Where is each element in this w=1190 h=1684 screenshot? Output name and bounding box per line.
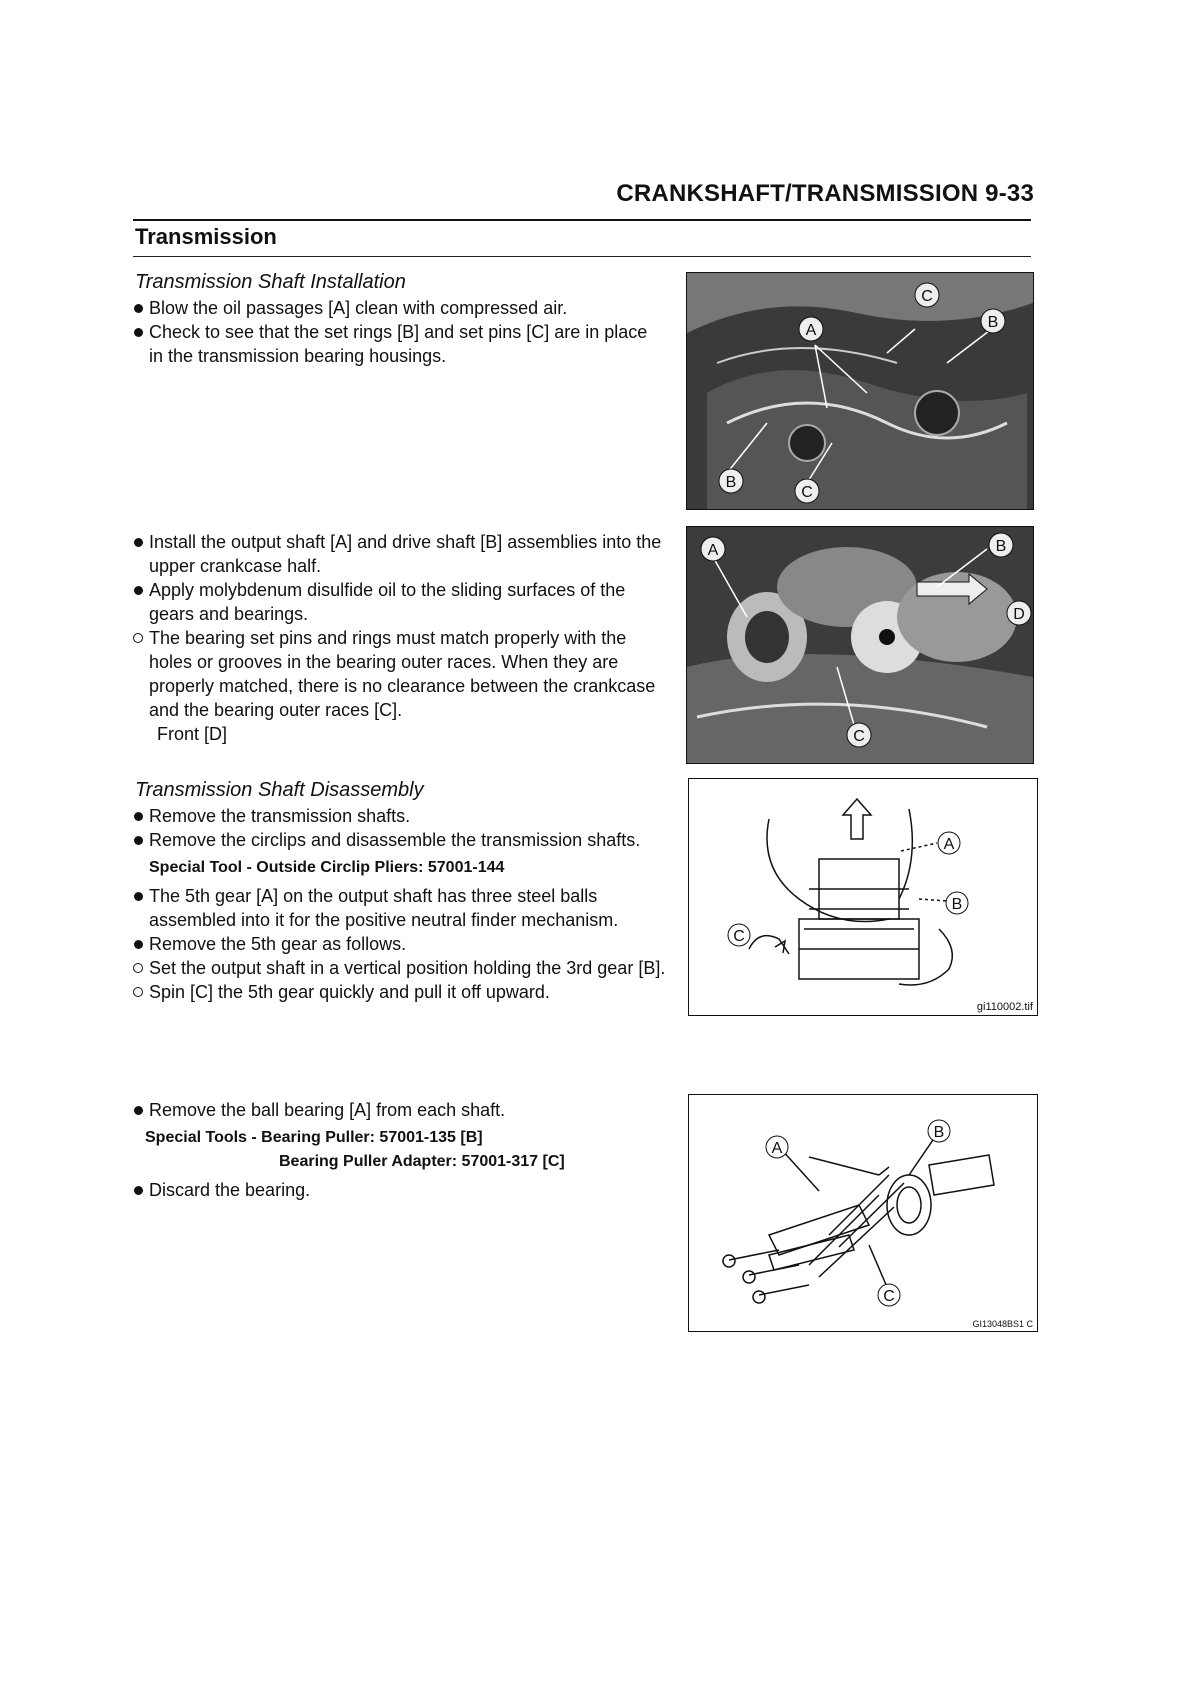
install2-note: The bearing set pins and rings must match properly with the holes or grooves in the bearing outer races. When they are properly matched, there is no clearance between the crankcase and the bearing outer races [C]. <box>131 626 666 722</box>
install-item-2: Check to see that the set rings [B] and set pins [C] are in place in the transmission bearing housings. <box>131 320 666 368</box>
disassembly-note-2: Spin [C] the 5th gear quickly and pull it off upward. <box>131 980 666 1004</box>
header-rule <box>133 219 1031 221</box>
fig3-label-b: B <box>951 896 963 913</box>
bearing-tools-line-1: Special Tools - Bearing Puller: 57001-135 [B] <box>145 1129 483 1146</box>
figure-4-illustration <box>689 1095 1037 1331</box>
fig2-label-a: A <box>707 542 719 559</box>
fig1-label-c-top: C <box>921 288 933 305</box>
figure-crankcase-housings <box>686 272 1034 510</box>
fig1-label-b-right: B <box>987 314 999 331</box>
fig4-label-a: A <box>771 1140 783 1157</box>
fig1-label-b-bottom: B <box>725 474 737 491</box>
fig3-label-c: C <box>733 928 745 945</box>
fig2-label-c: C <box>853 728 865 745</box>
disassembly-item-1: Remove the transmission shafts. <box>131 804 666 828</box>
figure-1-illustration <box>687 273 1033 509</box>
fig1-label-a: A <box>805 322 817 339</box>
disassembly-item-3: The 5th gear [A] on the output shaft has three steel balls assembled into it for the positive neutral finder mechanism. <box>131 884 666 932</box>
disassembly-special-tool: Special Tool - Outside Circlip Pliers: 57001-144 <box>149 859 505 876</box>
install-block <box>131 270 666 368</box>
fig3-label-a: A <box>943 836 955 853</box>
disassembly-block <box>131 778 666 1004</box>
bearing-item-2: Discard the bearing. <box>131 1178 666 1202</box>
figure-2-illustration <box>687 527 1033 763</box>
figure-5th-gear-removal <box>688 778 1038 1016</box>
disassembly-item-2: Remove the circlips and disassemble the transmission shafts. <box>131 828 666 852</box>
bearing-special-tools <box>131 1126 666 1174</box>
disassembly-title: Transmission Shaft Disassembly <box>135 779 424 801</box>
bearing-tools-line-2: Bearing Puller Adapter: 57001-317 [C] <box>279 1153 565 1170</box>
bearing-item-1: Remove the ball bearing [A] from each shaft. <box>131 1098 666 1122</box>
figure-bearing-puller <box>688 1094 1038 1332</box>
section-rule <box>133 256 1031 257</box>
fig2-label-b: B <box>995 538 1007 555</box>
fig4-label-c: C <box>883 1288 895 1305</box>
fig1-label-c-bottom: C <box>801 484 813 501</box>
install-title: Transmission Shaft Installation <box>135 271 406 293</box>
install2-block <box>131 530 666 746</box>
fig4-label-b: B <box>933 1124 945 1141</box>
install2-item-1: Install the output shaft [A] and drive shaft [B] assemblies into the upper crankcase half. <box>131 530 666 578</box>
disassembly-note-1: Set the output shaft in a vertical position holding the 3rd gear [B]. <box>131 956 666 980</box>
figure-shaft-assemblies <box>686 526 1034 764</box>
fig2-label-d: D <box>1013 606 1025 623</box>
figure-3-illustration <box>689 779 1037 1015</box>
install2-item-2: Apply molybdenum disulfide oil to the sliding surfaces of the gears and bearings. <box>131 578 666 626</box>
fig4-caption: GI13048BS1 C <box>972 1319 1033 1329</box>
fig3-caption: gi110002.tif <box>976 1001 1033 1013</box>
bearing-block <box>131 1098 666 1202</box>
install2-front: Front [D] <box>157 724 228 744</box>
install-item-1: Blow the oil passages [A] clean with compressed air. <box>131 296 666 320</box>
page-header-title: CRANKSHAFT/TRANSMISSION 9-33 <box>616 180 1034 207</box>
section-title: Transmission <box>135 224 277 249</box>
disassembly-item-4: Remove the 5th gear as follows. <box>131 932 666 956</box>
